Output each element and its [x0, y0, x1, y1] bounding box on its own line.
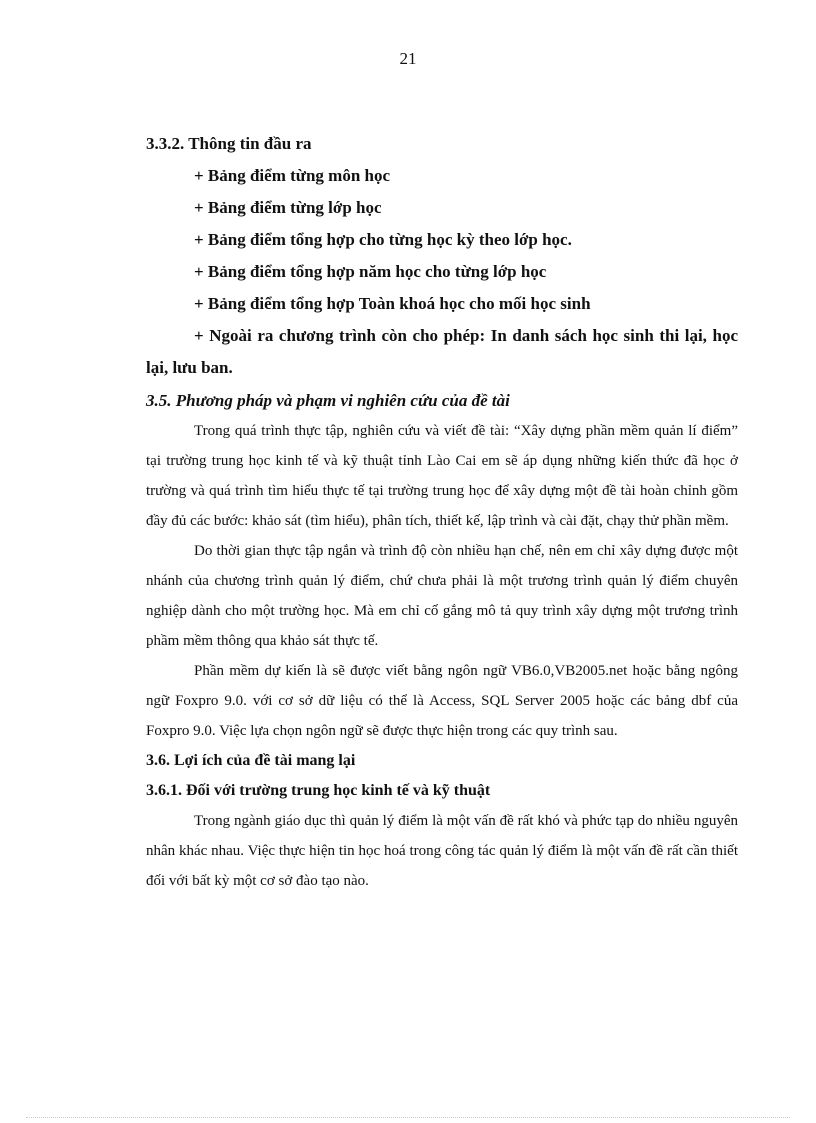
list-item: + Bảng điểm từng môn học	[194, 166, 391, 185]
list-item: + Bảng điểm tổng hợp Toàn khoá học cho mối học sinh	[194, 294, 591, 313]
page-number: 21	[399, 49, 417, 68]
page-bottom-divider	[26, 1117, 790, 1118]
list-item: + Bảng điểm tổng hợp năm học cho từng lớp học	[194, 262, 547, 281]
subsection-heading-school: 3.6.1. Đối với trường trung học kinh tế và kỹ thuật	[146, 782, 491, 799]
paragraph: Do thời gian thực tập ngắn và trình độ còn nhiều hạn chế, nên em chỉ xây dựng được một nhánh của chương trình quản lý điểm, chứ chưa phải là một trương trình quản lý điểm chuyên nghiệp dành cho một trường học. Mà em chỉ cố gắng mô tả quy trình xây dựng một trương trình phầm mềm thông qua khảo sát thực tế.	[146, 543, 738, 649]
paragraph: Trong quá trình thực tập, nghiên cứu và viết đề tài: “Xây dựng phần mềm quản lí điểm” tại trường trung học kinh tế và kỹ thuật tỉnh Lào Cai em sẽ áp dụng những kiến thức đã học ở trường và quá trình tìm hiểu thực tế tại trường trung học để xây dựng một đề tài hoàn chỉnh gồm đầy đủ các bước: khảo sát (tìm hiểu), phân tích, thiết kế, lập trình và cài đặt, chạy thử phần mềm.	[146, 423, 738, 529]
list-item: + Bảng điểm từng lớp học	[194, 198, 382, 217]
list-item: + Bảng điểm tổng hợp cho từng học kỳ theo lớp học.	[194, 230, 572, 249]
section-heading-output-info: 3.3.2. Thông tin đầu ra	[146, 134, 312, 153]
paragraph: Phần mềm dự kiến là sẽ được viết bằng ngôn ngữ VB6.0,VB2005.net hoặc bằng ngông ngữ Foxpro 9.0. với cơ sở dữ liệu có thể là Access, SQL Server 2005 hoặc các bảng dbf của Foxpro 9.0. Việc lựa chọn ngôn ngữ sẽ được thực hiện trong các quy trình sau.	[146, 663, 738, 739]
list-item: + Ngoài ra chương trình còn cho phép: In danh sách học sinh thi lại, học lại, lưu ban.	[146, 326, 738, 377]
section-heading-method-scope: 3.5. Phương pháp và phạm vi nghiên cứu của đề tài	[146, 391, 510, 410]
section-heading-benefits: 3.6. Lợi ích của đề tài mang lại	[146, 752, 356, 769]
document-body	[146, 128, 738, 896]
paragraph: Trong ngành giáo dục thì quản lý điểm là một vấn đề rất khó và phức tạp do nhiều nguyên nhân khác nhau. Việc thực hiện tin học hoá trong công tác quản lý điểm là một vấn đề rất cần thiết đối với bất kỳ một cơ sở đào tạo nào.	[146, 813, 738, 889]
